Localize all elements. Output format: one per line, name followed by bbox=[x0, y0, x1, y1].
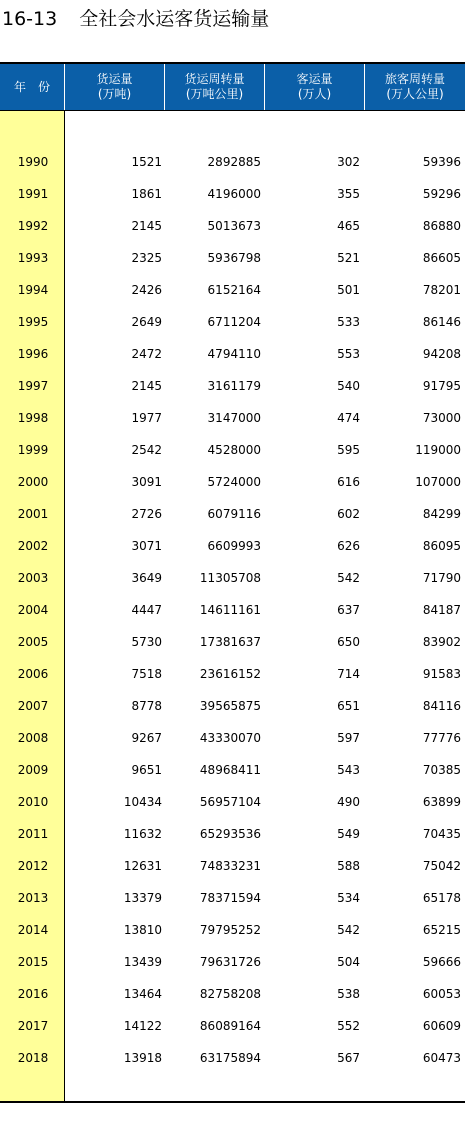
freight-volume-cell: 2726 bbox=[131, 507, 162, 521]
freight-volume-cell: 14122 bbox=[123, 1019, 162, 1033]
freight-volume-cell: 3071 bbox=[131, 539, 162, 553]
table-row bbox=[0, 594, 465, 626]
header-passenger-turnover bbox=[365, 64, 465, 110]
freight-volume-cell: 2145 bbox=[131, 219, 162, 233]
freight-volume-cell: 13379 bbox=[123, 891, 162, 905]
table-row bbox=[0, 146, 465, 178]
header-label: 客运量 bbox=[296, 72, 333, 86]
table-row bbox=[0, 562, 465, 594]
passenger-turnover-cell: 59296 bbox=[422, 187, 461, 201]
table-header bbox=[0, 64, 465, 110]
passenger-turnover-cell: 65178 bbox=[422, 891, 461, 905]
passenger-volume-cell: 549 bbox=[337, 827, 360, 841]
table-row bbox=[0, 370, 465, 402]
year-cell: 2004 bbox=[17, 603, 49, 617]
year-cell: 1992 bbox=[17, 219, 49, 233]
table-row bbox=[0, 690, 465, 722]
year-cell: 2018 bbox=[17, 1051, 49, 1065]
passenger-turnover-cell: 107000 bbox=[415, 475, 461, 489]
freight-volume-cell: 1977 bbox=[131, 411, 162, 425]
header-label: 旅客周转量 bbox=[384, 72, 445, 86]
freight-volume-cell: 9267 bbox=[131, 731, 162, 745]
freight-turnover-cell: 5936798 bbox=[207, 251, 261, 265]
passenger-turnover-cell: 91795 bbox=[422, 379, 461, 393]
freight-volume-cell: 8778 bbox=[131, 699, 162, 713]
passenger-turnover-cell: 86880 bbox=[422, 219, 461, 233]
table-row bbox=[0, 338, 465, 370]
year-cell: 1993 bbox=[17, 251, 49, 265]
freight-turnover-cell: 5724000 bbox=[207, 475, 261, 489]
table-row bbox=[0, 274, 465, 306]
data-table bbox=[0, 62, 465, 1103]
passenger-volume-cell: 542 bbox=[337, 923, 360, 937]
table-row bbox=[0, 786, 465, 818]
freight-turnover-cell: 6152164 bbox=[207, 283, 261, 297]
table-row bbox=[0, 466, 465, 498]
passenger-turnover-cell: 70385 bbox=[422, 763, 461, 777]
freight-turnover-cell: 56957104 bbox=[199, 795, 261, 809]
passenger-volume-cell: 474 bbox=[337, 411, 360, 425]
passenger-volume-cell: 540 bbox=[337, 379, 360, 393]
freight-turnover-cell: 6079116 bbox=[207, 507, 261, 521]
freight-volume-cell: 2472 bbox=[131, 347, 162, 361]
freight-volume-cell: 3649 bbox=[131, 571, 162, 585]
passenger-turnover-cell: 94208 bbox=[422, 347, 461, 361]
freight-turnover-cell: 4196000 bbox=[207, 187, 261, 201]
freight-volume-cell: 3091 bbox=[131, 475, 162, 489]
passenger-volume-cell: 637 bbox=[337, 603, 360, 617]
freight-turnover-cell: 63175894 bbox=[199, 1051, 261, 1065]
passenger-volume-cell: 534 bbox=[337, 891, 360, 905]
passenger-turnover-cell: 73000 bbox=[422, 411, 461, 425]
freight-volume-cell: 1521 bbox=[131, 155, 162, 169]
year-cell: 2002 bbox=[17, 539, 49, 553]
passenger-volume-cell: 651 bbox=[337, 699, 360, 713]
freight-turnover-cell: 39565875 bbox=[199, 699, 261, 713]
freight-turnover-cell: 78371594 bbox=[199, 891, 261, 905]
table-row bbox=[0, 242, 465, 274]
passenger-volume-cell: 533 bbox=[337, 315, 360, 329]
freight-volume-cell: 2145 bbox=[131, 379, 162, 393]
year-cell: 2003 bbox=[17, 571, 49, 585]
freight-volume-cell: 9651 bbox=[131, 763, 162, 777]
table-row bbox=[0, 882, 465, 914]
freight-volume-cell: 13810 bbox=[123, 923, 162, 937]
table-title: 全社会水运客货运输量 bbox=[79, 8, 270, 30]
freight-turnover-cell: 79795252 bbox=[199, 923, 261, 937]
year-cell: 2014 bbox=[17, 923, 49, 937]
table-row bbox=[0, 914, 465, 946]
year-cell: 1991 bbox=[17, 187, 49, 201]
freight-turnover-cell: 65293536 bbox=[199, 827, 261, 841]
year-cell: 2015 bbox=[17, 955, 49, 969]
freight-turnover-cell: 74833231 bbox=[199, 859, 261, 873]
freight-volume-cell: 2325 bbox=[131, 251, 162, 265]
passenger-turnover-cell: 59396 bbox=[422, 155, 461, 169]
header-year bbox=[0, 64, 65, 110]
header-unit: (万吨) bbox=[97, 87, 132, 101]
year-cell: 2005 bbox=[17, 635, 49, 649]
table-body bbox=[0, 146, 465, 1074]
header-label: 货运周转量 bbox=[184, 72, 245, 86]
freight-volume-cell: 13439 bbox=[123, 955, 162, 969]
freight-turnover-cell: 17381637 bbox=[199, 635, 261, 649]
passenger-volume-cell: 616 bbox=[337, 475, 360, 489]
passenger-turnover-cell: 60473 bbox=[422, 1051, 461, 1065]
freight-turnover-cell: 4794110 bbox=[207, 347, 261, 361]
table-row bbox=[0, 402, 465, 434]
table-row bbox=[0, 1042, 465, 1074]
table-row bbox=[0, 210, 465, 242]
freight-volume-cell: 11632 bbox=[123, 827, 162, 841]
freight-turnover-cell: 43330070 bbox=[199, 731, 261, 745]
freight-turnover-cell: 5013673 bbox=[207, 219, 261, 233]
passenger-volume-cell: 543 bbox=[337, 763, 360, 777]
header-year-label: 年 份 bbox=[13, 79, 50, 94]
year-cell: 1999 bbox=[17, 443, 49, 457]
freight-turnover-cell: 79631726 bbox=[199, 955, 261, 969]
freight-volume-cell: 5730 bbox=[131, 635, 162, 649]
passenger-volume-cell: 588 bbox=[337, 859, 360, 873]
passenger-volume-cell: 465 bbox=[337, 219, 360, 233]
passenger-volume-cell: 542 bbox=[337, 571, 360, 585]
year-cell: 2011 bbox=[17, 827, 49, 841]
freight-volume-cell: 4447 bbox=[131, 603, 162, 617]
year-cell: 1990 bbox=[17, 155, 49, 169]
passenger-turnover-cell: 71790 bbox=[422, 571, 461, 585]
year-cell: 2006 bbox=[17, 667, 49, 681]
freight-volume-cell: 2649 bbox=[131, 315, 162, 329]
header-passenger-volume bbox=[265, 64, 365, 110]
header-unit: (万人公里) bbox=[386, 87, 444, 101]
passenger-turnover-cell: 60053 bbox=[422, 987, 461, 1001]
year-cell: 2016 bbox=[17, 987, 49, 1001]
year-cell: 2017 bbox=[17, 1019, 49, 1033]
header-rule bbox=[0, 110, 465, 111]
year-cell: 2012 bbox=[17, 859, 49, 873]
freight-volume-cell: 13464 bbox=[123, 987, 162, 1001]
passenger-volume-cell: 597 bbox=[337, 731, 360, 745]
table-row bbox=[0, 722, 465, 754]
passenger-volume-cell: 490 bbox=[337, 795, 360, 809]
year-cell: 2007 bbox=[17, 699, 49, 713]
freight-volume-cell: 1861 bbox=[131, 187, 162, 201]
passenger-turnover-cell: 77776 bbox=[422, 731, 461, 745]
table-row bbox=[0, 658, 465, 690]
year-cell: 1996 bbox=[17, 347, 49, 361]
header-freight-turnover bbox=[165, 64, 265, 110]
passenger-turnover-cell: 84299 bbox=[422, 507, 461, 521]
freight-turnover-cell: 86089164 bbox=[199, 1019, 261, 1033]
table-row bbox=[0, 306, 465, 338]
freight-turnover-cell: 48968411 bbox=[199, 763, 261, 777]
passenger-volume-cell: 521 bbox=[337, 251, 360, 265]
year-cell: 1995 bbox=[17, 315, 49, 329]
passenger-turnover-cell: 83902 bbox=[422, 635, 461, 649]
freight-volume-cell: 7518 bbox=[131, 667, 162, 681]
year-cell: 2010 bbox=[17, 795, 49, 809]
passenger-turnover-cell: 63899 bbox=[422, 795, 461, 809]
passenger-turnover-cell: 86146 bbox=[422, 315, 461, 329]
passenger-volume-cell: 595 bbox=[337, 443, 360, 457]
passenger-volume-cell: 501 bbox=[337, 283, 360, 297]
freight-turnover-cell: 6609993 bbox=[207, 539, 261, 553]
freight-turnover-cell: 3147000 bbox=[207, 411, 261, 425]
page-title bbox=[2, 4, 269, 34]
table-row bbox=[0, 178, 465, 210]
freight-turnover-cell: 23616152 bbox=[199, 667, 261, 681]
passenger-volume-cell: 626 bbox=[337, 539, 360, 553]
passenger-volume-cell: 650 bbox=[337, 635, 360, 649]
header-unit: (万人) bbox=[297, 87, 332, 101]
passenger-volume-cell: 602 bbox=[337, 507, 360, 521]
header-unit: (万吨公里) bbox=[185, 87, 244, 101]
freight-turnover-cell: 2892885 bbox=[207, 155, 261, 169]
passenger-turnover-cell: 70435 bbox=[422, 827, 461, 841]
freight-turnover-cell: 3161179 bbox=[207, 379, 261, 393]
year-cell: 2000 bbox=[17, 475, 49, 489]
year-cell: 1994 bbox=[17, 283, 49, 297]
header-label: 货运量 bbox=[96, 72, 133, 86]
passenger-volume-cell: 714 bbox=[337, 667, 360, 681]
passenger-turnover-cell: 86095 bbox=[422, 539, 461, 553]
passenger-turnover-cell: 91583 bbox=[422, 667, 461, 681]
freight-volume-cell: 13918 bbox=[123, 1051, 162, 1065]
year-cell: 2009 bbox=[17, 763, 49, 777]
passenger-turnover-cell: 60609 bbox=[422, 1019, 461, 1033]
freight-volume-cell: 12631 bbox=[123, 859, 162, 873]
freight-turnover-cell: 14611161 bbox=[199, 603, 261, 617]
freight-turnover-cell: 11305708 bbox=[199, 571, 261, 585]
passenger-turnover-cell: 84116 bbox=[422, 699, 461, 713]
freight-turnover-cell: 82758208 bbox=[199, 987, 261, 1001]
table-row bbox=[0, 754, 465, 786]
table-bottom-rule bbox=[0, 1101, 465, 1103]
year-cell: 2008 bbox=[17, 731, 49, 745]
freight-volume-cell: 2426 bbox=[131, 283, 162, 297]
year-cell: 2001 bbox=[17, 507, 49, 521]
table-number: 16-13 bbox=[2, 8, 58, 30]
passenger-volume-cell: 504 bbox=[337, 955, 360, 969]
table-row bbox=[0, 946, 465, 978]
table-row bbox=[0, 530, 465, 562]
freight-volume-cell: 10434 bbox=[123, 795, 162, 809]
table-row bbox=[0, 818, 465, 850]
year-cell: 1997 bbox=[17, 379, 49, 393]
passenger-volume-cell: 538 bbox=[337, 987, 360, 1001]
passenger-turnover-cell: 86605 bbox=[422, 251, 461, 265]
passenger-turnover-cell: 75042 bbox=[422, 859, 461, 873]
passenger-volume-cell: 302 bbox=[337, 155, 360, 169]
table-row bbox=[0, 498, 465, 530]
passenger-volume-cell: 567 bbox=[337, 1051, 360, 1065]
freight-turnover-cell: 6711204 bbox=[207, 315, 261, 329]
passenger-turnover-cell: 119000 bbox=[415, 443, 461, 457]
passenger-turnover-cell: 78201 bbox=[422, 283, 461, 297]
table-row bbox=[0, 1010, 465, 1042]
table-row bbox=[0, 978, 465, 1010]
table-row bbox=[0, 626, 465, 658]
passenger-turnover-cell: 65215 bbox=[422, 923, 461, 937]
passenger-volume-cell: 552 bbox=[337, 1019, 360, 1033]
table-row bbox=[0, 850, 465, 882]
header-freight-volume bbox=[65, 64, 165, 110]
freight-volume-cell: 2542 bbox=[131, 443, 162, 457]
passenger-volume-cell: 553 bbox=[337, 347, 360, 361]
year-cell: 2013 bbox=[17, 891, 49, 905]
freight-turnover-cell: 4528000 bbox=[207, 443, 261, 457]
passenger-turnover-cell: 59666 bbox=[422, 955, 461, 969]
passenger-turnover-cell: 84187 bbox=[422, 603, 461, 617]
table-row bbox=[0, 434, 465, 466]
passenger-volume-cell: 355 bbox=[337, 187, 360, 201]
year-cell: 1998 bbox=[17, 411, 49, 425]
